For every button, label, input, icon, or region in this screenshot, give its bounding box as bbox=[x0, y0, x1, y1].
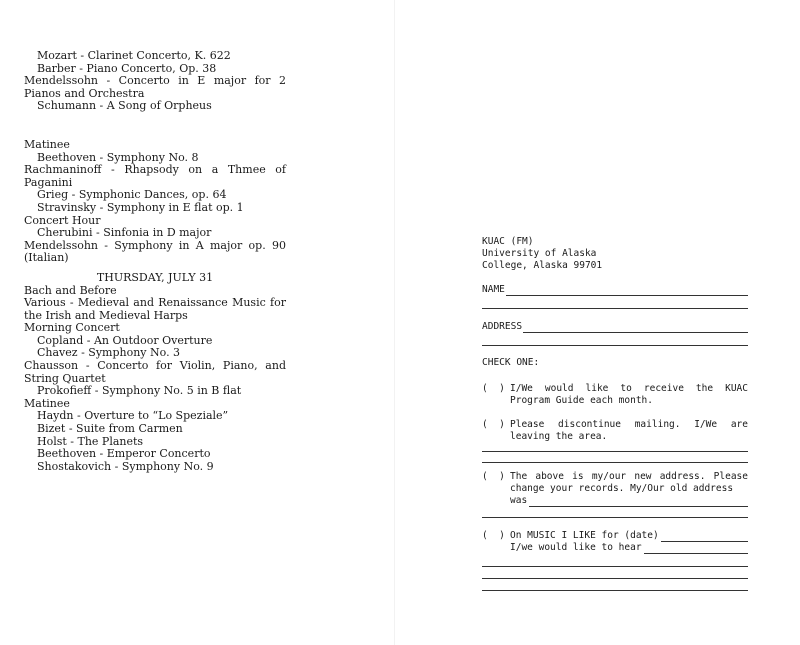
program-item: Haydn - Overture to “Lo Speziale” bbox=[37, 409, 229, 423]
program-item-text: Chausson - Concerto for Violin, Piano, and String Quartet bbox=[24, 359, 286, 385]
checkbox-new-address[interactable]: ( ) bbox=[482, 471, 505, 482]
day-heading: THURSDAY, JULY 31 bbox=[96, 270, 214, 284]
program-item: Barber - Piano Concerto, Op. 38 bbox=[37, 61, 217, 75]
program-item-text: Rachmaninoff - Rhapsody on a Thmee of Paganini bbox=[24, 163, 286, 189]
program-item bbox=[11, 75, 286, 100]
section-label: Matinee bbox=[24, 396, 70, 410]
option-music-text bbox=[510, 530, 748, 554]
program-item: Stravinsky - Symphony in E flat op. 1 bbox=[37, 200, 244, 214]
address-line: College, Alaska 99701 bbox=[482, 260, 603, 271]
section-label: Concert Hour bbox=[24, 213, 101, 227]
option-music-request[interactable] bbox=[482, 530, 748, 554]
old-address-row bbox=[510, 495, 748, 507]
option-discontinue[interactable] bbox=[482, 419, 748, 443]
address-label: ADDRESS bbox=[482, 321, 523, 332]
old-address-line-2[interactable] bbox=[482, 517, 748, 518]
checkbox-receive[interactable]: ( ) bbox=[482, 383, 505, 394]
address-line: University of Alaska bbox=[482, 248, 597, 259]
program-item: Schumann - A Song of Orpheus bbox=[37, 99, 212, 113]
discontinue-line-1[interactable] bbox=[482, 451, 748, 452]
checkbox-discontinue[interactable]: ( ) bbox=[482, 419, 505, 430]
date-row bbox=[510, 530, 748, 542]
check-one-label: CHECK ONE: bbox=[482, 357, 540, 368]
program-item: Holst - The Planets bbox=[37, 434, 144, 448]
option-new-address[interactable] bbox=[482, 471, 748, 507]
program-item: Bizet - Suite from Carmen bbox=[37, 422, 183, 436]
program-item: Mozart - Clarinet Concerto, K. 622 bbox=[37, 49, 231, 62]
program-item bbox=[11, 297, 286, 322]
section-label: Matinee bbox=[24, 137, 70, 151]
option-receive-guide[interactable] bbox=[482, 383, 748, 407]
checkbox-music-request[interactable]: ( ) bbox=[482, 530, 505, 541]
station-address bbox=[482, 236, 748, 272]
hear-line[interactable] bbox=[644, 542, 748, 554]
hear-label: I/we would like to hear bbox=[510, 542, 642, 553]
address-field[interactable] bbox=[482, 319, 748, 333]
was-label: was bbox=[510, 495, 528, 506]
program-item bbox=[11, 360, 286, 385]
mailing-form bbox=[482, 236, 748, 591]
program-item-text: Mendelssohn - Symphony in A major op. 90 (Italian) bbox=[24, 238, 286, 265]
address-line-input[interactable] bbox=[523, 320, 748, 333]
old-address-line[interactable] bbox=[529, 495, 748, 507]
program-item: Grieg - Symphonic Dances, op. 64 bbox=[37, 188, 227, 202]
music-date-label: On MUSIC I LIKE for (date) bbox=[510, 530, 659, 541]
request-line-4[interactable] bbox=[482, 590, 748, 591]
program-item: Prokofieff - Symphony No. 5 in B flat bbox=[37, 384, 242, 398]
name-label: NAME bbox=[482, 284, 505, 295]
name-line[interactable] bbox=[506, 283, 748, 296]
program-item: Shostakovich - Symphony No. 9 bbox=[37, 459, 214, 473]
section-label: Morning Concert bbox=[24, 321, 120, 335]
option-receive-text: I/We would like to receive the KUAC Program Guide each month. bbox=[510, 383, 748, 406]
page-fold bbox=[394, 0, 395, 645]
program-item: Chavez - Symphony No. 3 bbox=[37, 346, 181, 360]
name-field[interactable] bbox=[482, 282, 748, 296]
program-item-text: Various - Medieval and Renaissance Music for the Irish and Medieval Harps bbox=[24, 296, 286, 322]
option-discontinue-text: Please discontinue mailing. I/We are leaving the area. bbox=[510, 419, 748, 442]
request-line-2[interactable] bbox=[482, 566, 748, 567]
program-item: Cherubini - Sinfonia in D major bbox=[37, 226, 212, 240]
program-item: Beethoven - Emperor Concerto bbox=[37, 447, 211, 461]
program-item bbox=[11, 240, 286, 265]
new-address-copy: The above is my/our new address. Please change your records. My/Our old address bbox=[510, 471, 748, 494]
address-line: KUAC (FM) bbox=[482, 236, 534, 247]
option-new-address-text bbox=[510, 471, 748, 507]
hear-row bbox=[510, 542, 748, 554]
section-label: Bach and Before bbox=[24, 283, 117, 297]
date-line[interactable] bbox=[661, 530, 748, 542]
name-line-2[interactable] bbox=[482, 308, 748, 309]
program-item: Beethoven - Symphony No. 8 bbox=[37, 150, 199, 164]
program-item-text: Mendelssohn - Concerto in E major for 2 Pianos and Orchestra bbox=[24, 74, 286, 100]
program-listing bbox=[24, 50, 286, 473]
program-item: Copland - An Outdoor Overture bbox=[37, 333, 213, 347]
program-item bbox=[11, 164, 286, 189]
address-line-2[interactable] bbox=[482, 345, 748, 346]
request-line-3[interactable] bbox=[482, 578, 748, 579]
discontinue-line-2[interactable] bbox=[482, 462, 748, 463]
